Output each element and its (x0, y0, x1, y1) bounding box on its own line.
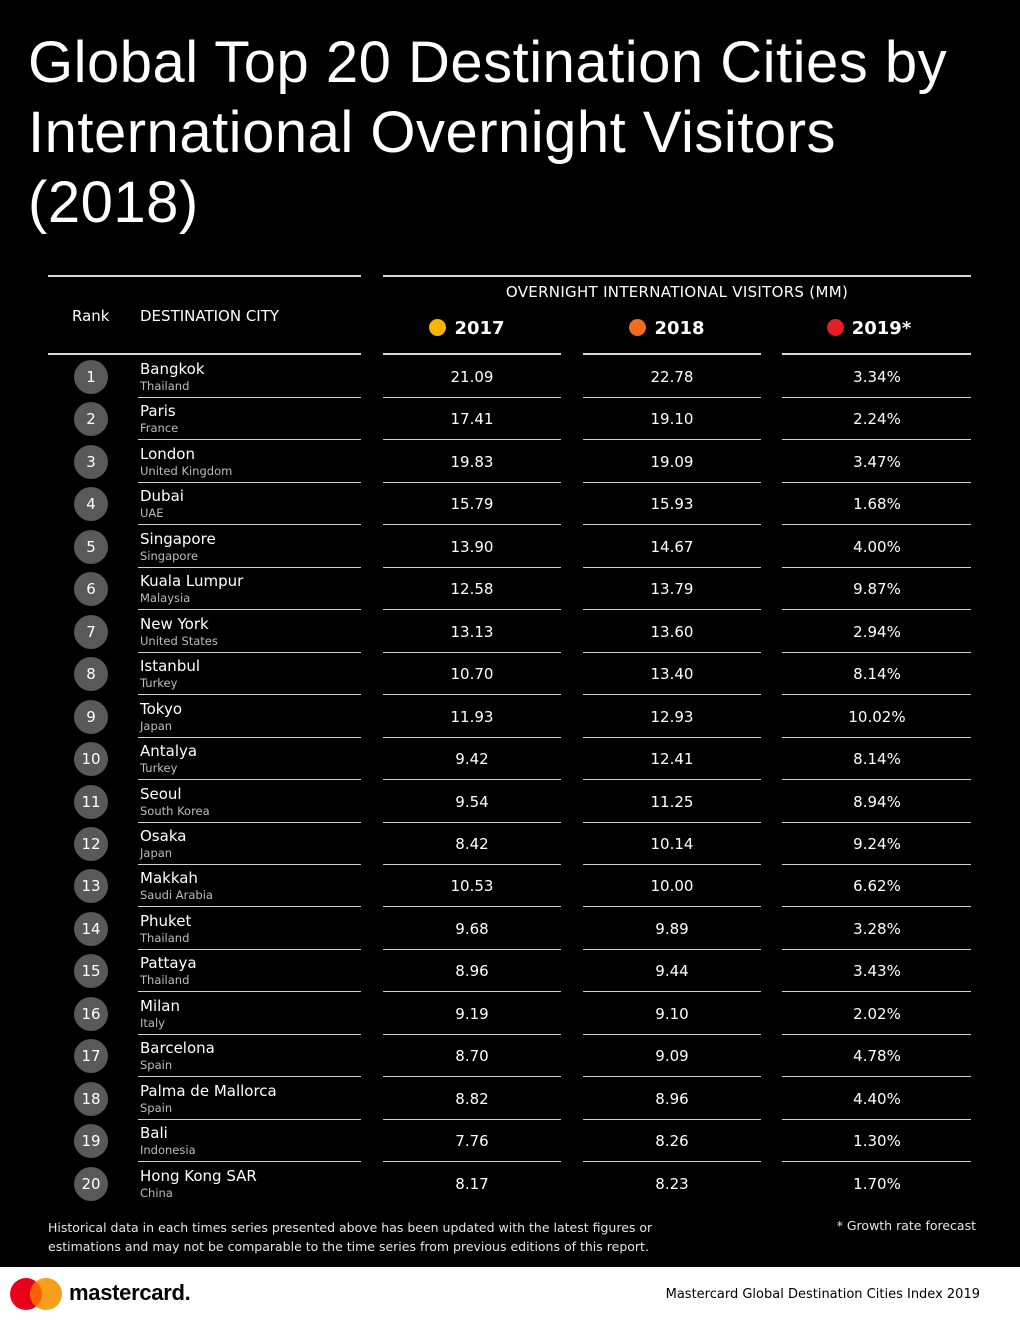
dot-2017-icon (429, 319, 446, 336)
value-2017: 8.82 (455, 1089, 489, 1108)
value-2017: 9.19 (455, 1004, 489, 1023)
value-2017: 8.42 (455, 834, 489, 853)
rank-badge: 17 (74, 1039, 108, 1073)
city-name: Singapore (140, 529, 216, 548)
header-rule-left (48, 275, 361, 277)
value-2017: 21.09 (450, 368, 494, 386)
value-2018: 13.60 (650, 622, 694, 641)
footnote: Historical data in each times series presented above has been updated with the latest figures or estimations and may not be comparable to the time series from previous editions of this report. (48, 1220, 653, 1254)
value-2018: 15.93 (650, 495, 694, 514)
value-2017: 13.13 (450, 622, 494, 641)
value-2017: 15.79 (450, 495, 494, 514)
rank-badge: 18 (74, 1082, 108, 1116)
value-2018: 12.41 (650, 750, 694, 769)
table-row (0, 355, 1020, 397)
city-name: Hong Kong SAR (140, 1166, 257, 1185)
value-2017: 13.90 (450, 537, 494, 556)
city-name: New York (140, 614, 209, 633)
rank-badge: 5 (74, 530, 108, 564)
value-2019: 4.78% (853, 1047, 901, 1066)
city-header: DESTINATION CITY (140, 307, 280, 325)
country-name: Malaysia (140, 591, 191, 606)
rank-badge: 6 (74, 572, 108, 606)
country-name: France (140, 421, 179, 436)
rank-badge: 3 (74, 445, 108, 479)
country-name: Spain (140, 1100, 173, 1115)
table-row (0, 397, 1020, 439)
value-2018: 8.96 (655, 1089, 689, 1108)
value-2019: 4.40% (853, 1089, 901, 1108)
city-name: Istanbul (140, 657, 201, 676)
value-2019: 9.87% (853, 580, 901, 599)
city-name: Bali (140, 1124, 168, 1143)
value-2019: 9.24% (853, 834, 901, 853)
table-row (0, 525, 1020, 567)
city-name: Phuket (140, 911, 192, 930)
table-row (0, 949, 1020, 991)
value-2018: 22.78 (650, 368, 694, 386)
country-name: Saudi Arabia (140, 888, 213, 903)
value-2019: 2.02% (853, 1004, 901, 1023)
rank-badge: 1 (74, 360, 108, 394)
page-title: Global Top 20 Destination Cities by International Overnight Visitors (2018) (28, 30, 948, 235)
rank-badge: 10 (74, 742, 108, 776)
value-2019: 2.94% (853, 622, 901, 641)
value-2019: 3.28% (853, 919, 901, 938)
value-2019: 4.00% (853, 537, 901, 556)
country-name: South Korea (140, 803, 210, 818)
city-name: Bangkok (140, 360, 205, 378)
city-name: Barcelona (140, 1039, 215, 1058)
city-name: Palma de Mallorca (140, 1081, 277, 1100)
rank-badge: 12 (74, 827, 108, 861)
table-row (0, 992, 1020, 1034)
table-row (0, 567, 1020, 609)
country-name: Thailand (140, 973, 190, 988)
country-name: Singapore (140, 548, 199, 563)
city-name: Milan (140, 996, 180, 1015)
value-2018: 12.93 (650, 707, 694, 726)
value-2019: 3.34% (853, 368, 901, 386)
country-name: United States (140, 633, 218, 648)
city-name: Makkah (140, 869, 198, 888)
table-row (0, 780, 1020, 822)
value-2018: 10.00 (650, 877, 694, 896)
country-name: Indonesia (140, 1143, 196, 1158)
rank-badge: 14 (74, 912, 108, 946)
city-name: Pattaya (140, 954, 197, 973)
city-name: Kuala Lumpur (140, 572, 244, 591)
value-2019: 10.02% (848, 707, 906, 726)
value-2019: 3.47% (853, 452, 901, 471)
country-name: United Kingdom (140, 463, 233, 478)
value-2018: 10.14 (650, 834, 694, 853)
country-name: Japan (140, 845, 173, 860)
table-row (0, 1077, 1020, 1119)
forecast-note: * Growth rate forecast (836, 1218, 976, 1233)
country-name: Japan (140, 718, 173, 733)
country-name: China (140, 1185, 173, 1200)
table-row (0, 907, 1020, 949)
value-2019: 6.62% (853, 877, 901, 896)
year-header-2018: 2018 (572, 318, 762, 339)
table-row (0, 822, 1020, 864)
rank-badge: 2 (74, 402, 108, 436)
value-2019: 8.14% (853, 665, 901, 684)
year-header-2017: 2017 (372, 318, 562, 339)
value-2017: 8.96 (455, 962, 489, 981)
value-2017: 8.70 (455, 1047, 489, 1066)
value-2017: 19.83 (450, 452, 494, 471)
value-2017: 8.17 (455, 1174, 489, 1193)
visitors-header: OVERNIGHT INTERNATIONAL VISITORS (MM) (505, 283, 849, 301)
value-2019: 1.30% (853, 1132, 901, 1151)
value-2019: 8.94% (853, 792, 901, 811)
value-2017: 10.53 (450, 877, 494, 896)
table-row (0, 864, 1020, 906)
table-row (0, 1034, 1020, 1076)
value-2019: 3.43% (853, 962, 901, 981)
city-name: Seoul (140, 784, 182, 803)
value-2017: 11.93 (450, 707, 494, 726)
city-name: Dubai (140, 487, 184, 506)
table-row (0, 440, 1020, 482)
table-row (0, 482, 1020, 524)
rank-badge: 13 (74, 869, 108, 903)
rank-badge: 20 (74, 1167, 108, 1201)
city-name: London (140, 444, 195, 463)
rank-badge: 11 (74, 785, 108, 819)
value-2018: 13.79 (650, 580, 694, 599)
value-2017: 9.54 (455, 792, 489, 811)
city-name: Osaka (140, 826, 187, 845)
header-rule-right (383, 275, 971, 277)
value-2018: 9.10 (655, 1004, 689, 1023)
value-2017: 12.58 (450, 580, 494, 599)
value-2018: 9.44 (655, 962, 689, 981)
value-2018: 9.89 (655, 919, 689, 938)
source-label: Mastercard Global Destination Cities Index 2019 (665, 1287, 980, 1302)
rank-badge: 4 (74, 487, 108, 521)
value-2017: 10.70 (450, 665, 494, 684)
rank-header: Rank (72, 307, 110, 325)
table-row (0, 610, 1020, 652)
table-row (0, 695, 1020, 737)
mastercard-logo-icon (8, 1277, 64, 1311)
mastercard-wordmark: mastercard. (69, 1280, 191, 1305)
value-2017: 9.68 (455, 919, 489, 938)
value-2018: 13.40 (650, 665, 694, 684)
country-name: Thailand (140, 379, 190, 393)
value-2018: 11.25 (650, 792, 694, 811)
country-name: Turkey (140, 676, 178, 691)
table-row (0, 652, 1020, 694)
rank-badge: 7 (74, 615, 108, 649)
value-2019: 2.24% (853, 410, 901, 429)
value-2017: 7.76 (455, 1132, 489, 1151)
value-2018: 9.09 (655, 1047, 689, 1066)
city-name: Antalya (140, 742, 198, 761)
country-name: UAE (140, 506, 164, 521)
table-row (0, 1162, 1020, 1204)
rank-badge: 19 (74, 1124, 108, 1158)
table-row (0, 737, 1020, 779)
country-name: Turkey (140, 761, 178, 776)
country-name: Thailand (140, 930, 190, 945)
dot-2019-icon (827, 319, 844, 336)
year-header-2019: 2019* (774, 318, 964, 339)
rank-badge: 15 (74, 954, 108, 988)
table-row (0, 1119, 1020, 1161)
rank-badge: 16 (74, 997, 108, 1031)
value-2018: 8.23 (655, 1174, 689, 1193)
value-2019: 8.14% (853, 750, 901, 769)
country-name: Italy (140, 1015, 165, 1030)
value-2019: 1.68% (853, 495, 901, 514)
rank-badge: 8 (74, 657, 108, 691)
dot-2018-icon (629, 319, 646, 336)
rank-badge: 9 (74, 700, 108, 734)
value-2018: 19.10 (650, 410, 694, 429)
footer-bar (0, 1267, 1020, 1320)
value-2018: 8.26 (655, 1132, 689, 1151)
country-name: Spain (140, 1058, 173, 1073)
city-name: Paris (140, 402, 176, 421)
value-2017: 9.42 (455, 750, 489, 769)
value-2018: 19.09 (650, 452, 694, 471)
city-name: Tokyo (140, 699, 182, 718)
value-2017: 17.41 (450, 410, 494, 429)
value-2019: 1.70% (853, 1174, 901, 1193)
value-2018: 14.67 (650, 537, 694, 556)
